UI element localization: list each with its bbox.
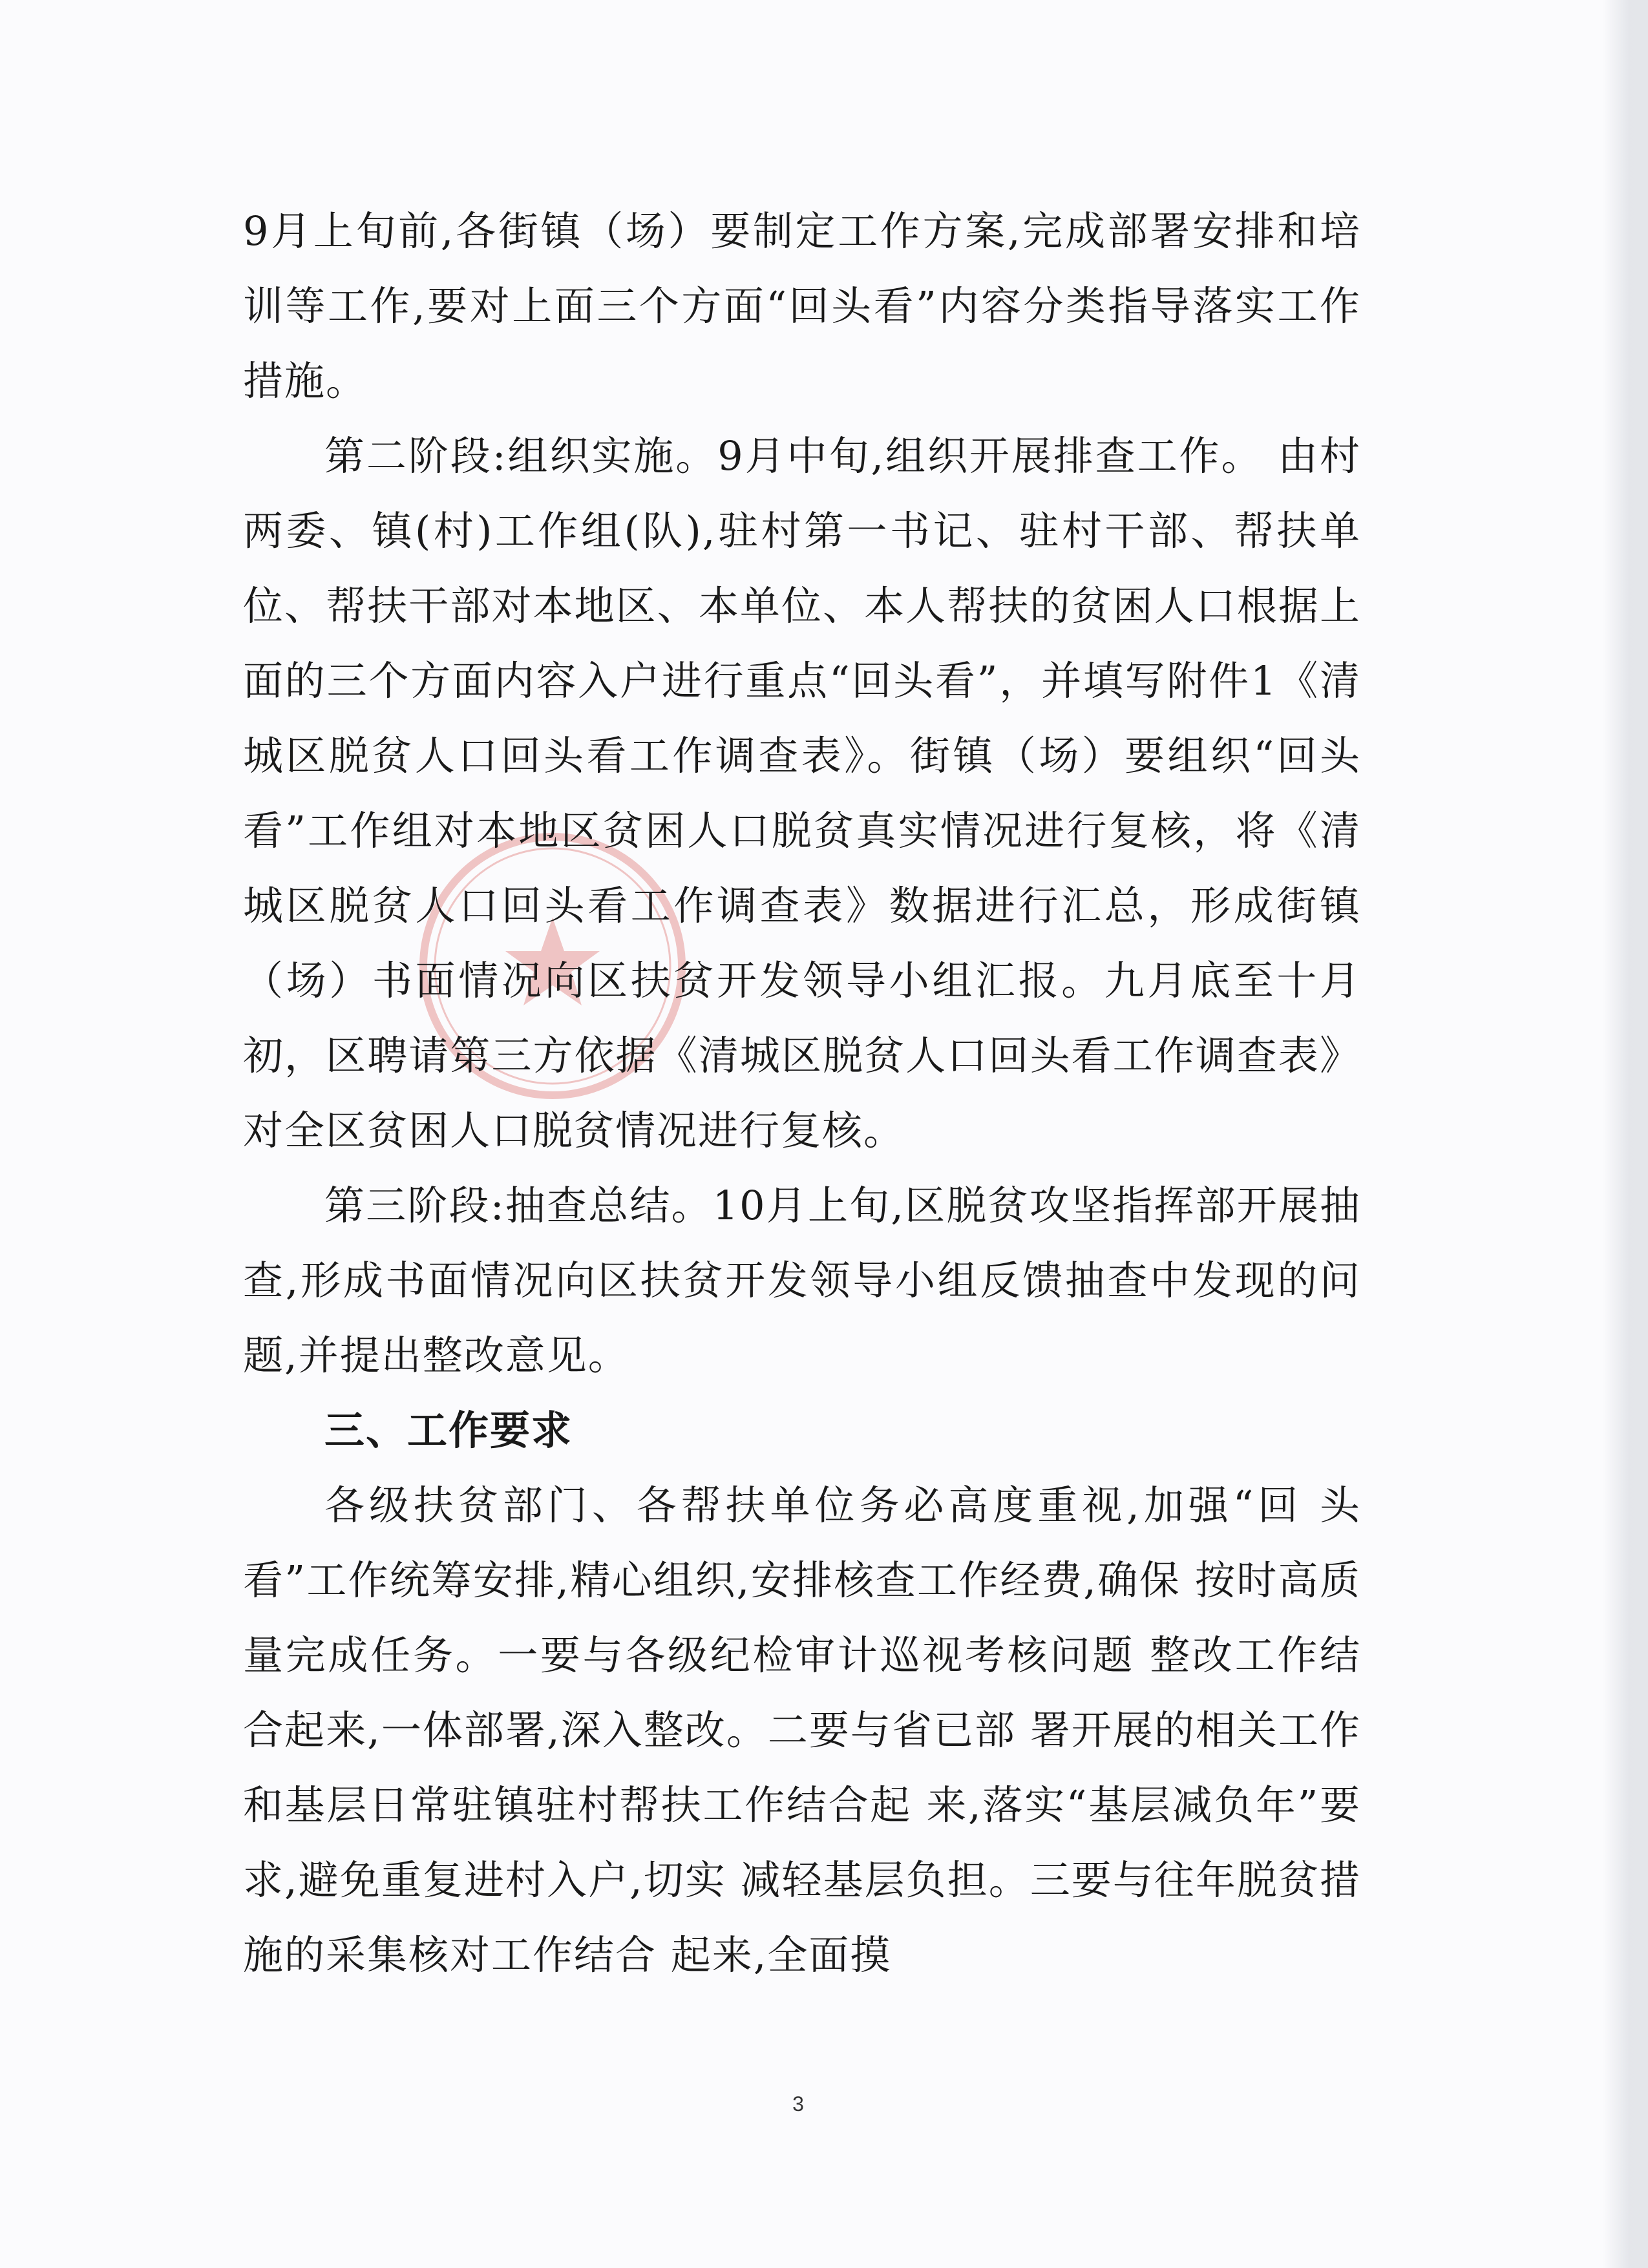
page-number: 3 — [792, 2092, 804, 2116]
section-heading-requirements: 三、工作要求 — [324, 1407, 573, 1454]
paragraph-phase-two: 第二阶段:组织实施。9月中旬,组织开展排查工作。 由村两委、镇(村)工作组(队),驻村第一书记、驻村干部、帮扶单位、帮扶干部对本地区、本单位、本人帮扶的贫困人口根据上面的三个方面内容入户进行重点“回头看”，并填写附件1《清城区脱贫人口回头看工作调查表》。街镇（场）要组织“回头看”工作组对本地区贫困人口脱贫真实情况进行复核，将《清城区脱贫人口回头看工作调查表》数据进行汇总，形成街镇（场）书面情况向区扶贫开发领导小组汇报。九月底至十月初，区聘请第三方依据《清城区脱贫人口回头看工作调查表》对全区贫困人口脱贫情况进行复核。 — [243, 432, 1361, 1154]
paragraph-requirements: 各级扶贫部门、各帮扶单位务必高度重视,加强“回 头看”工作统筹安排,精心组织,安排核查工作经费,确保 按时高质量完成任务。一要与各级纪检审计巡视考核问题 整改工作结合起来,一体部署,深入整改。二要与省已部 署开展的相关工作和基层日常驻镇驻村帮扶工作结合起 来,落实“基层减负年”要求,避免重复进村入户,切实 减轻基层负担。三要与往年脱贫措施的采集核对工作结合 起来,全面摸 — [243, 1482, 1361, 1979]
paragraph-phase-three: 第三阶段:抽查总结。10月上旬,区脱贫攻坚指挥部开展抽查,形成书面情况向区扶贫开发领导小组反馈抽查中发现的问题,并提出整改意见。 — [243, 1182, 1361, 1379]
paragraph-phase-one-end: 9月上旬前,各街镇（场）要制定工作方案,完成部署安排和培训等工作,要对上面三个方面“回头看”内容分类指导落实工作措施。 — [243, 207, 1361, 404]
document-body — [243, 194, 1361, 1993]
paper-edge-shadow — [1603, 0, 1648, 2268]
